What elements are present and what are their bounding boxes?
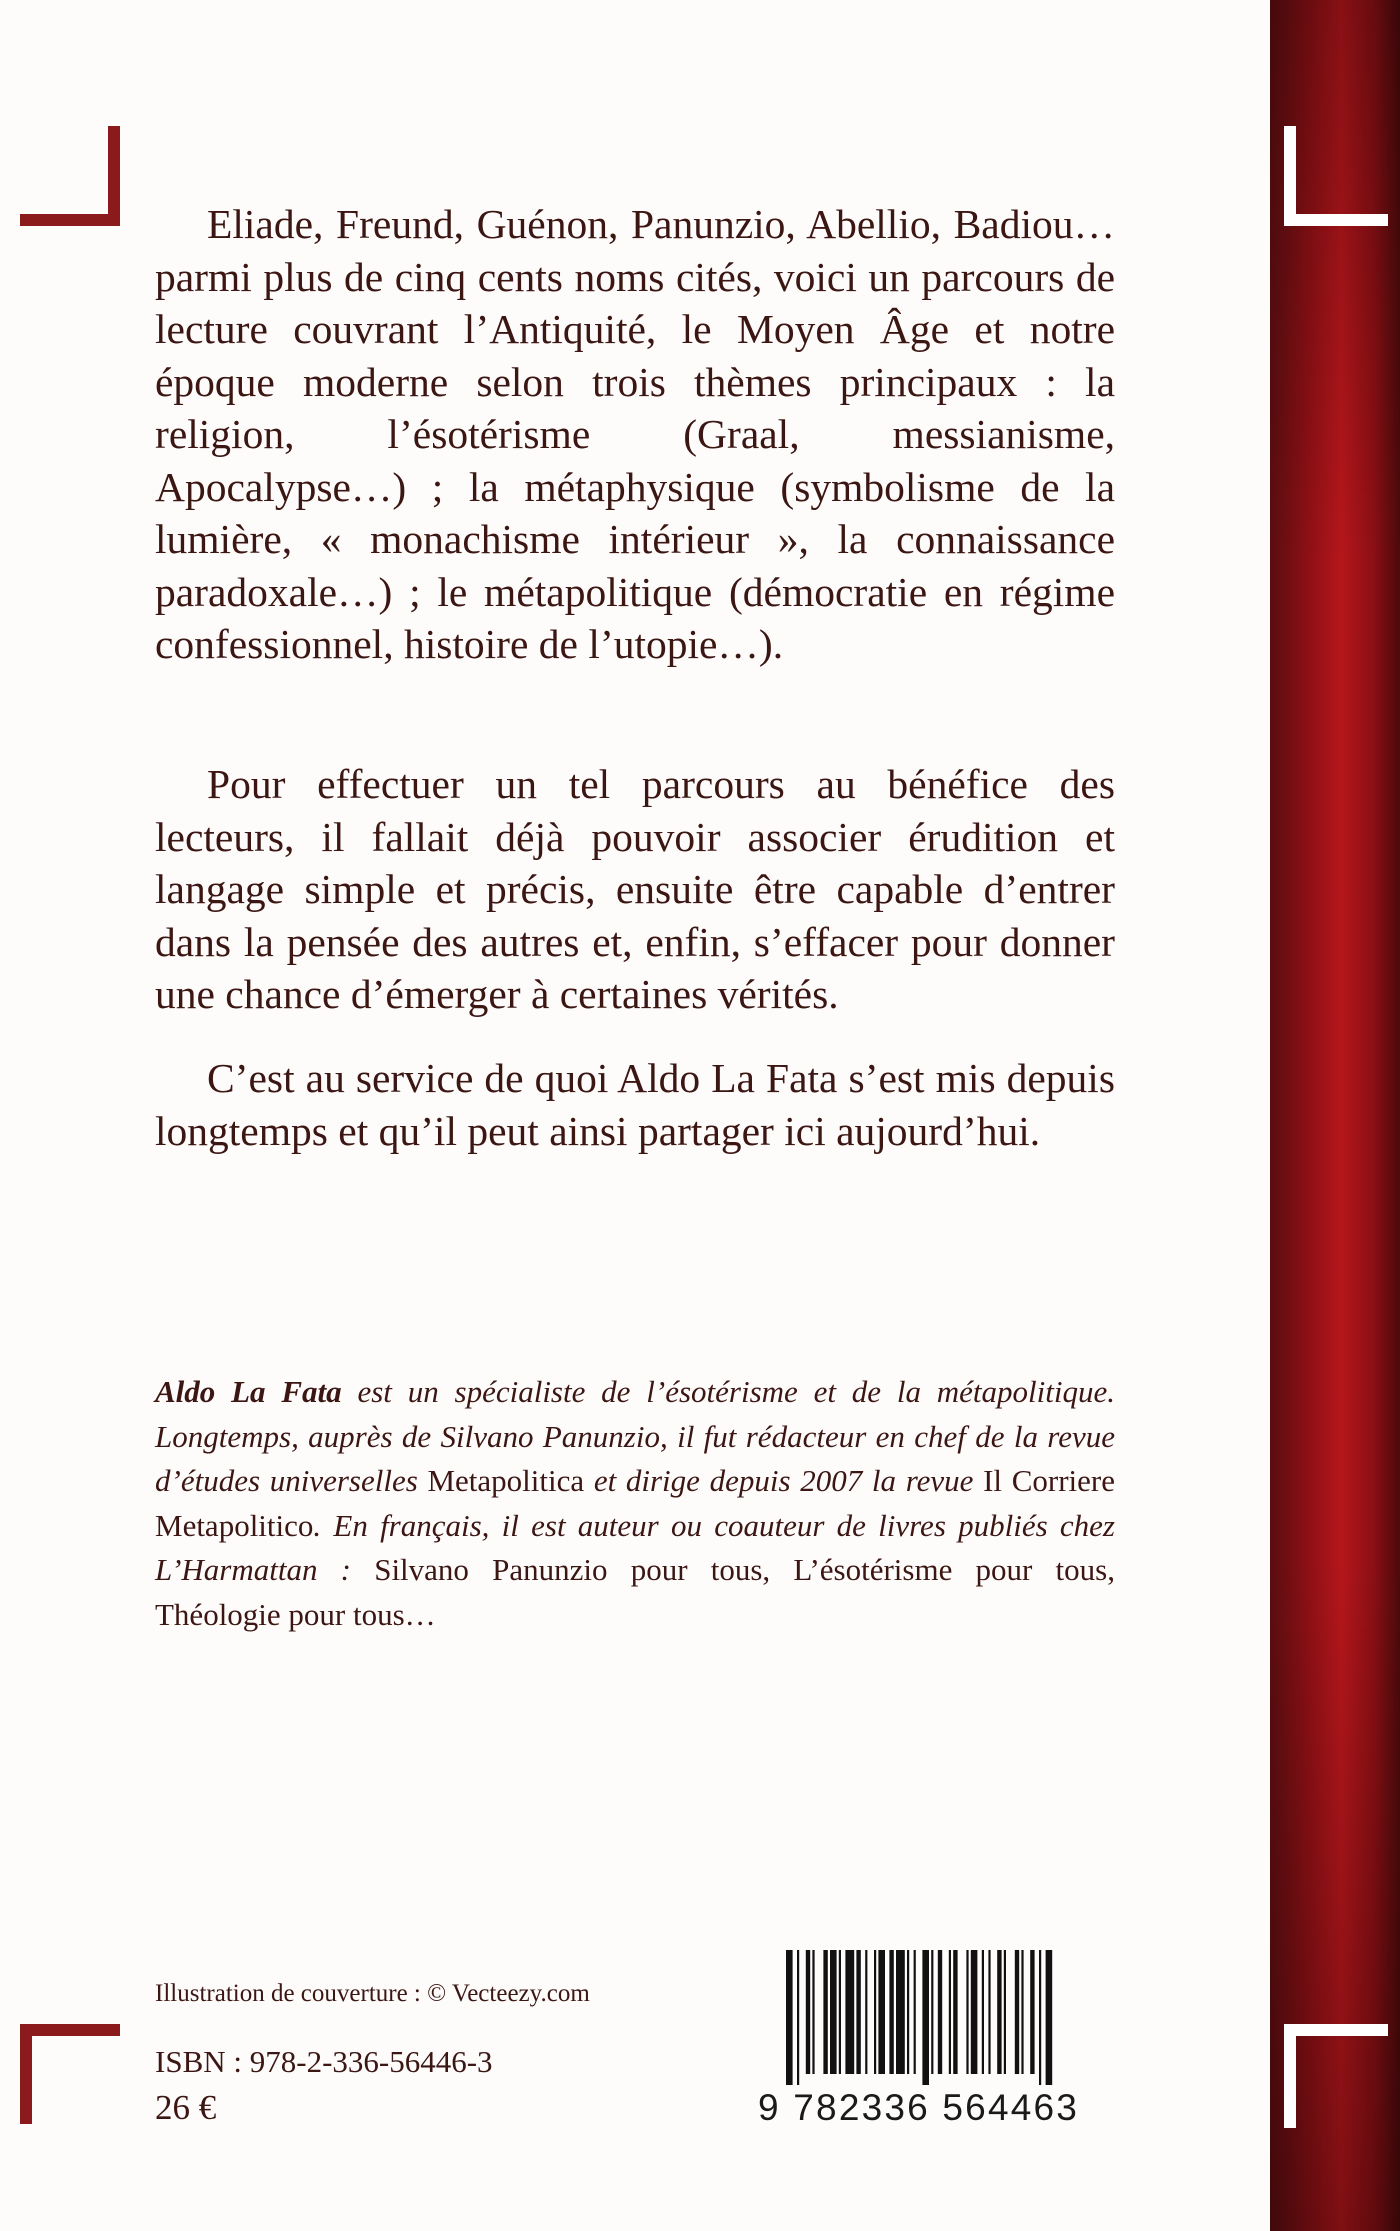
book-list: Silvano Panunzio pour tous, L’ésotérisme pour tous, Théologie pour tous… bbox=[155, 1552, 1115, 1632]
journal-title-2: Il Corriere Metapolitico bbox=[155, 1463, 1115, 1543]
corner-bracket-icon bbox=[20, 2024, 120, 2124]
illustration-credit: Illustration de couverture : © Vecteezy.com bbox=[155, 1980, 590, 2007]
corner-bracket-icon bbox=[1284, 2024, 1388, 2128]
red-spine-band bbox=[1270, 0, 1400, 2231]
barcode-digits: 9 782336 564463 bbox=[758, 2087, 1080, 2128]
price-label: 26 € bbox=[155, 2088, 217, 2127]
blurb-paragraph-2: Pour effectuer un tel parcours au bénéfice des lecteurs, il fallait déjà pouvoir associer érudition et langage simple et précis, ensuite être capable d’entrer dans la pensée des autres et, enfin, s’effacer pour donner une chance d’émerger à certaines vérités. bbox=[155, 761, 1115, 1017]
author-name: Aldo La Fata bbox=[155, 1374, 342, 1409]
journal-title-1: Metapolitica bbox=[427, 1463, 585, 1498]
isbn-number: ISBN : 978-2-336-56446-3 bbox=[155, 2044, 493, 2079]
author-bio bbox=[155, 1370, 1115, 1637]
blurb-paragraph-3: C’est au service de quoi Aldo La Fata s’est mis depuis longtemps et qu’il peut ainsi partager ici aujourd’hui. bbox=[155, 1055, 1115, 1154]
bio-text-3: . En français, il est auteur ou coauteur de livres publiés chez L’Harmattan : bbox=[155, 1507, 1115, 1587]
blurb-paragraph-1: Eliade, Freund, Guénon, Panunzio, Abellio, Badiou… parmi plus de cinq cents noms cités, voici un parcours de lecture couvrant l’Antiquité, le Moyen Âge et notre époque moderne selon trois thèmes principaux : la religion, l’ésotérisme (Graal, messianisme, Apocalypse…) ; la métaphysique (symbolisme de la lumière, « monachisme intérieur », la connaissance paradoxale…) ; le métapolitique (démocratie en régime confessionnel, histoire de l’utopie…). bbox=[155, 201, 1115, 667]
corner-bracket-icon bbox=[1284, 126, 1388, 226]
corner-bracket-icon bbox=[20, 126, 120, 226]
bio-text-2: et dirige depuis 2007 la revue bbox=[584, 1463, 984, 1498]
bio-text-1: est un spécialiste de l’ésotérisme et de la métapolitique. Longtemps, auprès de Silvano Panunzio, il fut rédacteur en chef de la revue d’études universelles bbox=[155, 1374, 1115, 1498]
